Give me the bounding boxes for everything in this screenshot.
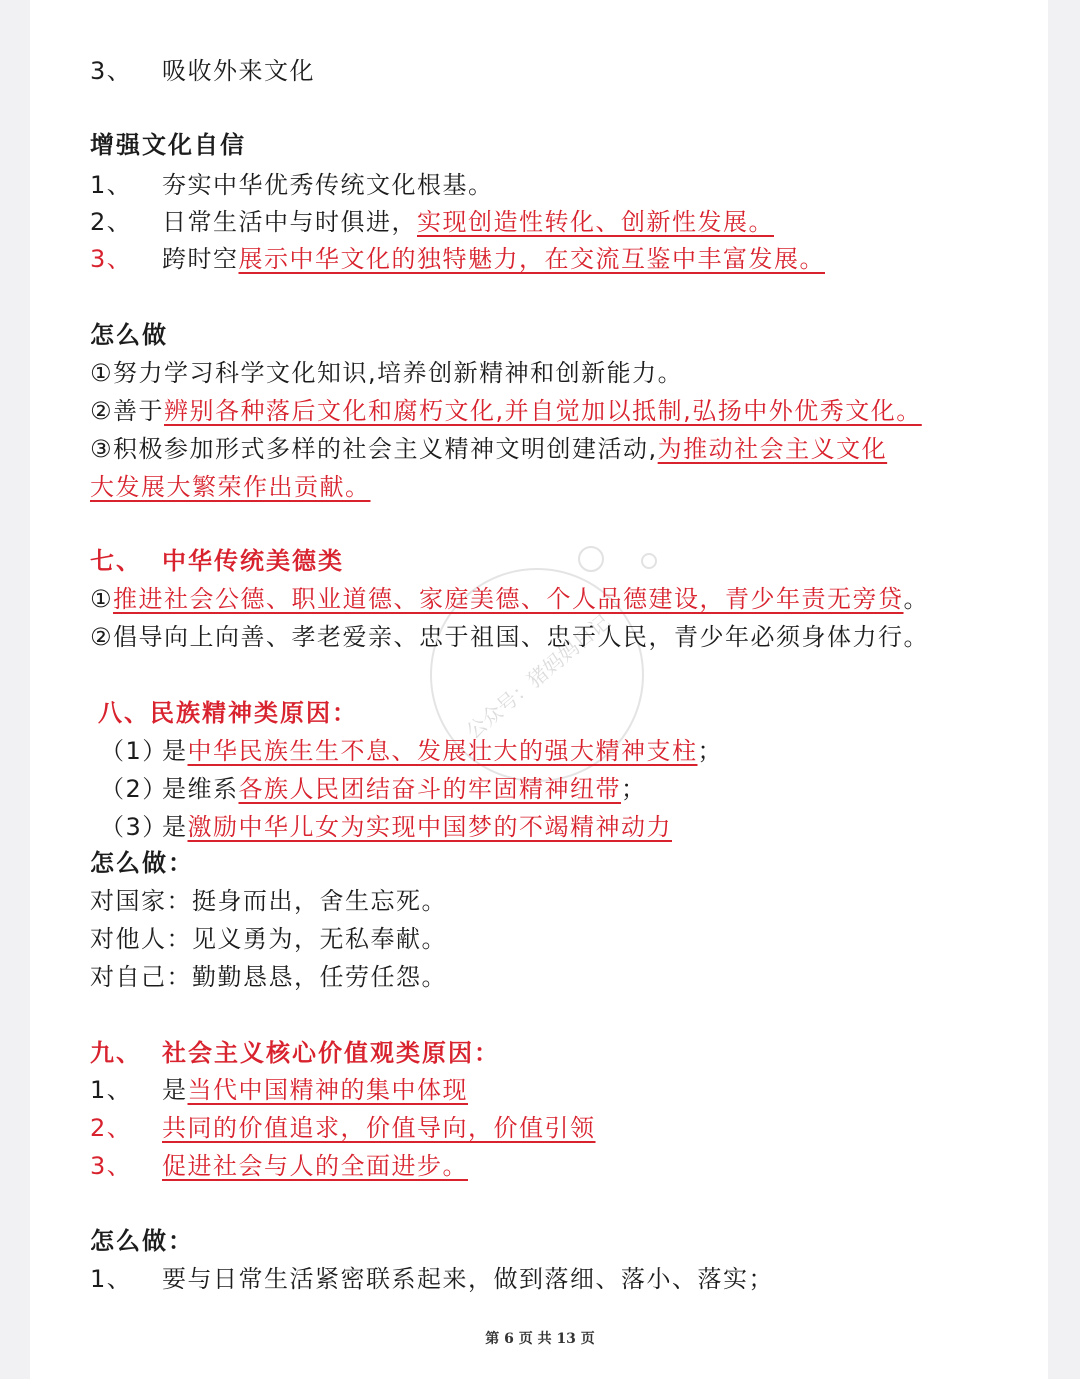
item-number: 1、 xyxy=(90,1265,133,1293)
item-text: 夯实中华优秀传统文化根基。 xyxy=(162,171,494,199)
list-item: 对他人：见义勇为，无私奉献。 xyxy=(90,925,447,953)
section-heading: 怎么做： xyxy=(90,849,194,877)
item-text: 是 xyxy=(162,737,188,765)
section-heading: 增强文化自信 xyxy=(90,131,246,159)
item-text: 日常生活中与时俱进， xyxy=(162,208,417,236)
highlight-text: 辨别各种落后文化和腐朽文化,并自觉加以抵制,弘扬中外优秀文化。 xyxy=(164,397,922,425)
item-text: 。 xyxy=(903,585,930,613)
list-item xyxy=(90,396,922,426)
item-text: ； xyxy=(621,775,647,803)
highlight-text: 推进社会公德、职业道德、家庭美德、个人品德建设，青少年责无旁贷 xyxy=(113,585,904,613)
item-text: ②善于 xyxy=(90,397,165,425)
highlight-text: 各族人民团结奋斗的牢固精神纽带 xyxy=(238,775,621,803)
highlight-text: 共同的价值追求，价值导向，价值引领 xyxy=(162,1114,596,1142)
item-text: ； xyxy=(697,737,723,765)
item-number: （2） xyxy=(100,775,168,803)
list-item xyxy=(90,1113,596,1143)
section-heading: 怎么做： xyxy=(90,1227,194,1255)
section-heading xyxy=(90,1038,500,1068)
list-item: ②倡导向上向善、孝老爱亲、忠于祖国、忠于人民，青少年必须身体力行。 xyxy=(90,623,930,651)
item-number: （1） xyxy=(100,737,168,765)
highlight-text: 中华民族生生不息、发展壮大的强大精神支柱 xyxy=(187,737,698,765)
section-number: 九、 xyxy=(90,1039,142,1067)
item-number: 2、 xyxy=(90,1114,133,1142)
highlight-text: 为推动社会主义文化 xyxy=(657,435,888,463)
list-item xyxy=(90,244,825,274)
item-text: 是 xyxy=(162,1076,188,1104)
item-text: 跨时空 xyxy=(162,245,239,273)
highlight-text: 激励中华儿女为实现中国梦的不竭精神动力 xyxy=(187,813,672,841)
list-item xyxy=(90,207,774,237)
highlight-text: 展示中华文化的独特魅力，在交流互鉴中丰富发展。 xyxy=(238,245,825,273)
item-text: 要与日常生活紧密联系起来，做到落细、落小、落实； xyxy=(162,1265,774,1293)
highlight-text: 当代中国精神的集中体现 xyxy=(187,1076,468,1104)
list-item xyxy=(90,1151,468,1181)
list-item xyxy=(90,1264,774,1294)
highlight-text: 实现创造性转化、创新性发展。 xyxy=(417,208,774,236)
watermark-circle xyxy=(641,553,657,569)
item-text: 吸收外来文化 xyxy=(162,57,315,85)
list-item xyxy=(90,56,315,86)
section-title: 社会主义核心价值观类原因： xyxy=(162,1039,500,1067)
item-number: 3、 xyxy=(90,57,133,85)
list-item: 对自己：勤勤恳恳，任劳任怨。 xyxy=(90,963,447,991)
list-item xyxy=(90,434,887,464)
watermark-circle xyxy=(578,546,604,572)
item-text: ① xyxy=(90,585,114,613)
item-text: 是维系 xyxy=(162,775,239,803)
list-item xyxy=(100,736,723,766)
item-number: 1、 xyxy=(90,171,133,199)
item-number: 2、 xyxy=(90,208,133,236)
item-number: 1、 xyxy=(90,1076,133,1104)
section-heading: 八、民族精神类原因： xyxy=(98,699,358,727)
section-heading: 怎么做 xyxy=(90,321,168,349)
watermark-text: 公众号：猪妈妈日记 xyxy=(461,609,615,744)
list-item xyxy=(90,170,494,200)
list-item xyxy=(90,1075,468,1105)
highlight-text: 促进社会与人的全面进步。 xyxy=(162,1152,468,1180)
item-text: 是 xyxy=(162,813,188,841)
list-item xyxy=(90,584,929,614)
item-number: 3、 xyxy=(90,1152,133,1180)
section-title: 中华传统美德类 xyxy=(162,547,344,575)
list-item: ①努力学习科学文化知识,培养创新精神和创新能力。 xyxy=(90,359,684,387)
section-heading xyxy=(90,546,344,576)
list-item-continuation xyxy=(90,472,371,502)
item-text: ③积极参加形式多样的社会主义精神文明创建活动, xyxy=(90,435,658,463)
item-number: （3） xyxy=(100,813,168,841)
highlight-text: 大发展大繁荣作出贡献。 xyxy=(90,473,371,501)
list-item xyxy=(100,812,672,842)
page-footer: 第 6 页 共 13 页 xyxy=(485,1331,595,1347)
list-item: 对国家：挺身而出，舍生忘死。 xyxy=(90,887,447,915)
section-number: 七、 xyxy=(90,547,142,575)
list-item xyxy=(100,774,647,804)
item-number: 3、 xyxy=(90,245,133,273)
